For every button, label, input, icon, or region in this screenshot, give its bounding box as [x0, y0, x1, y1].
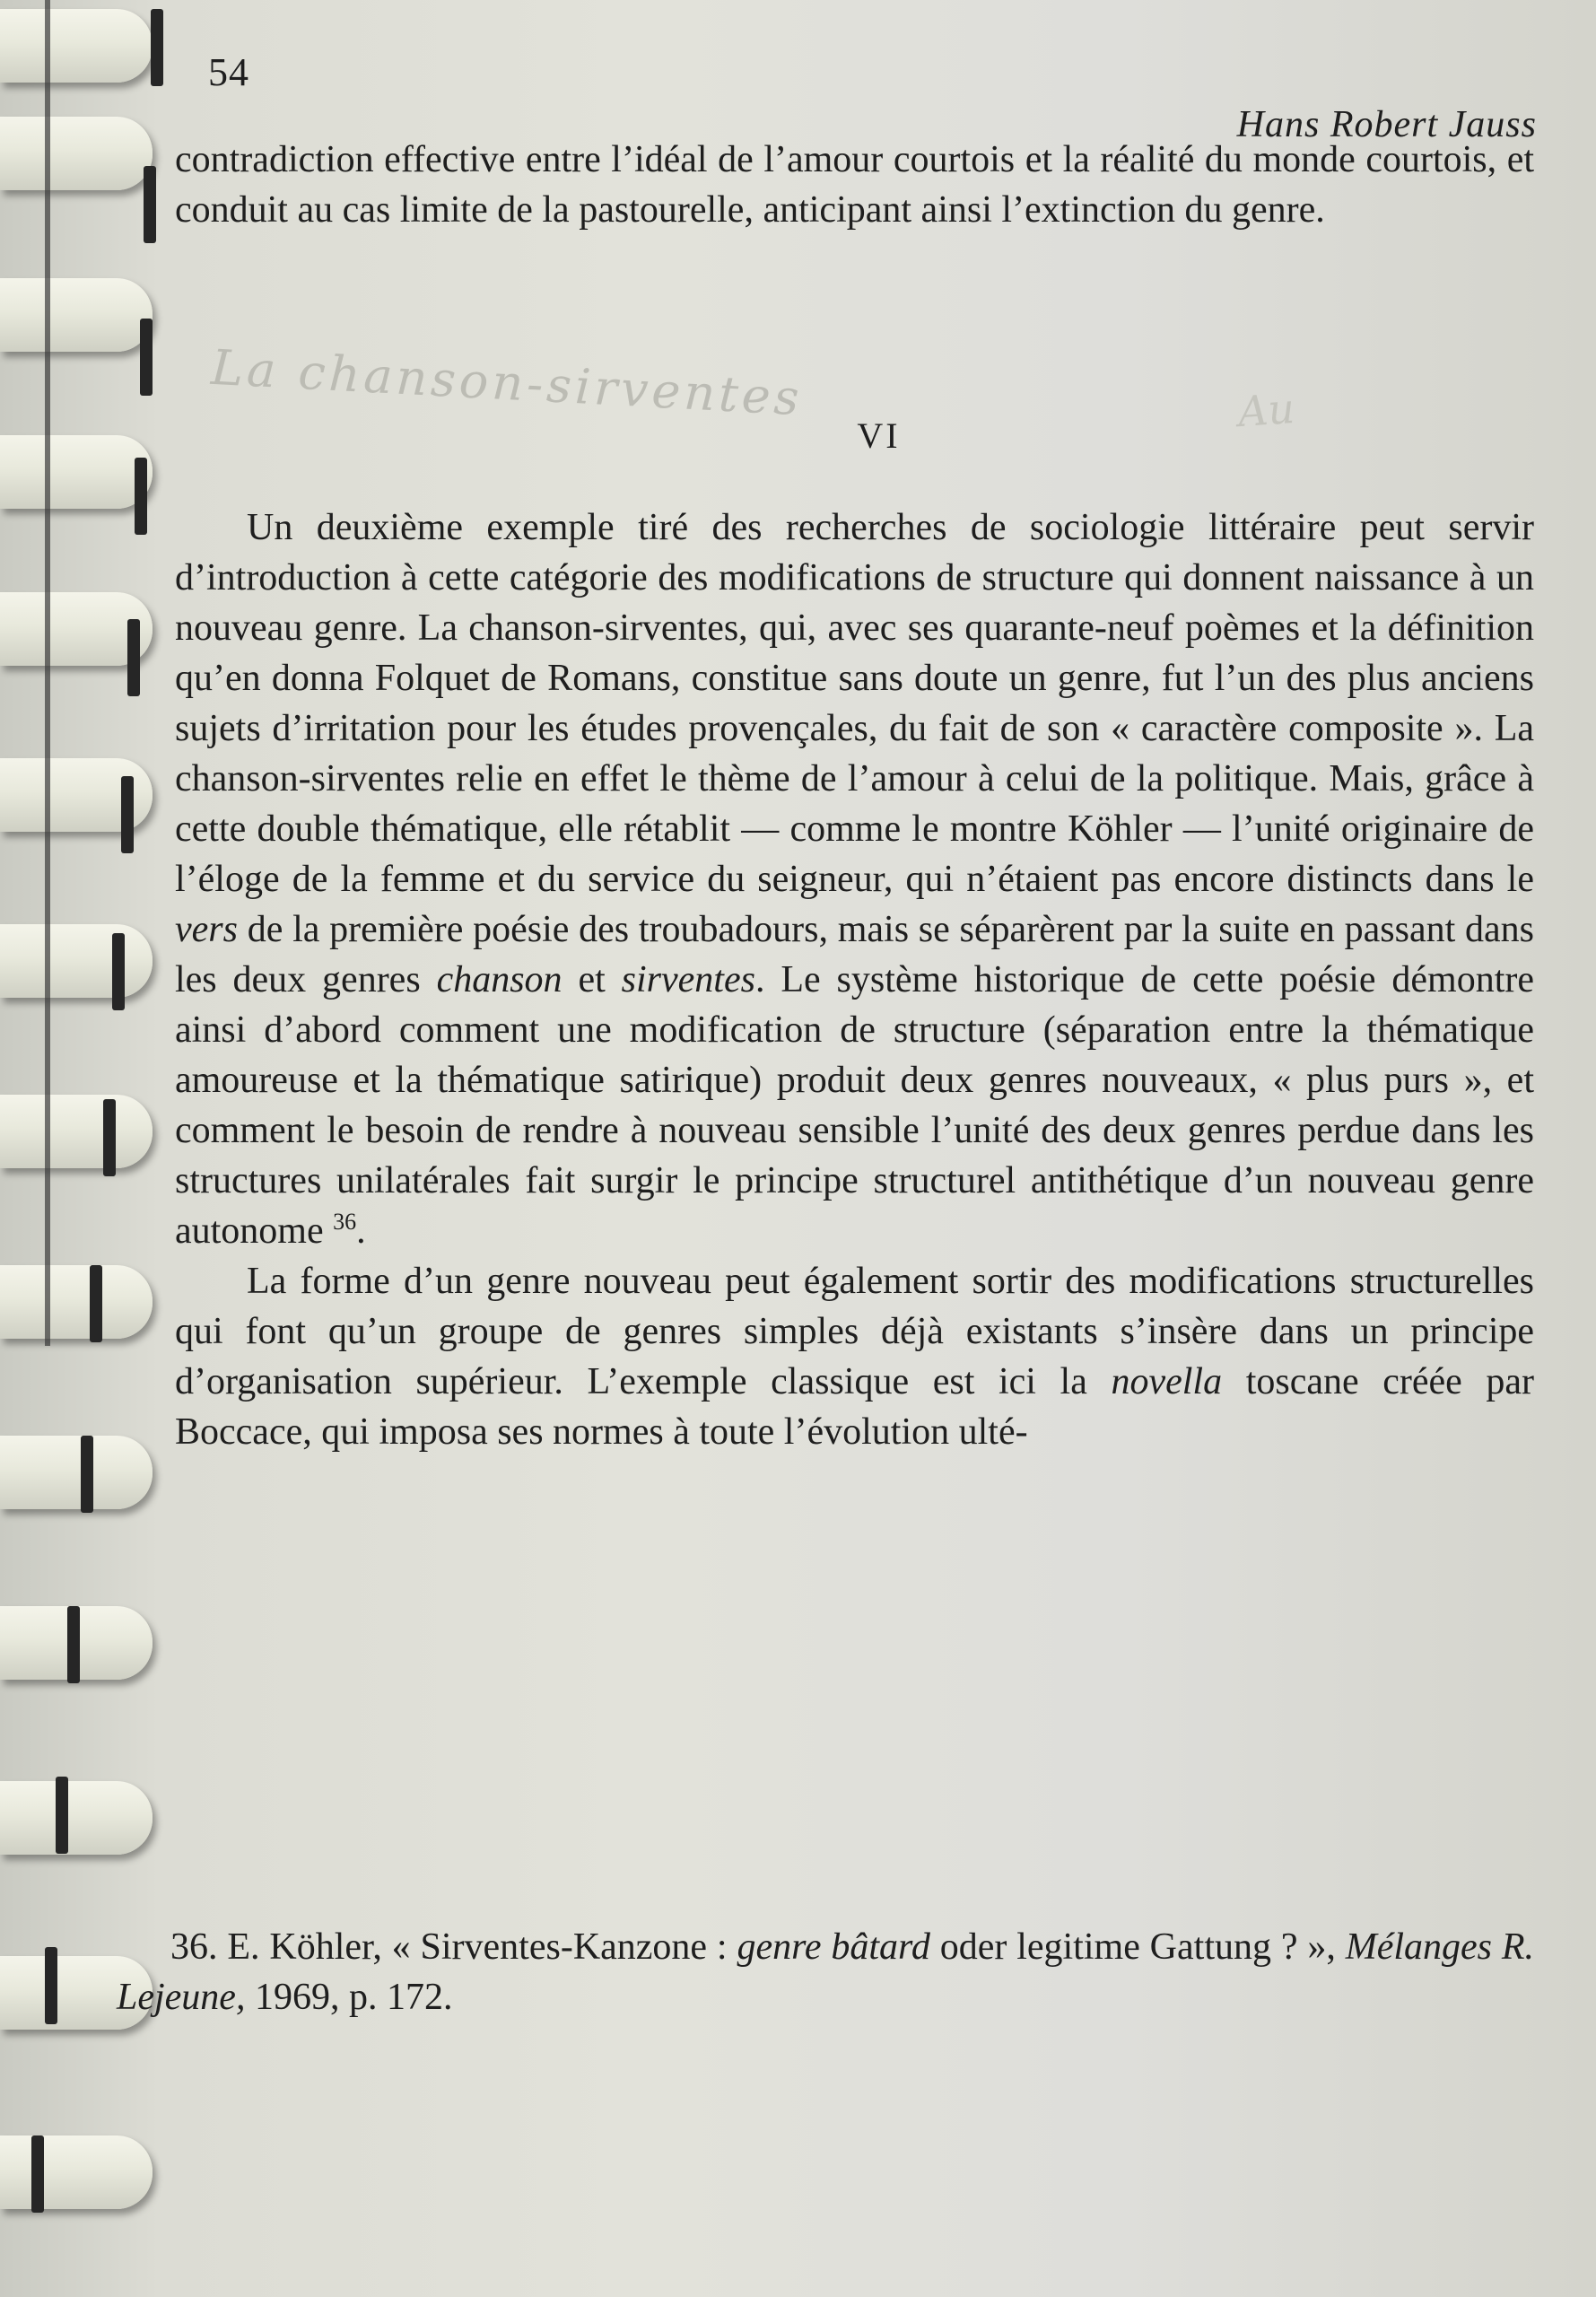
paragraph-1 — [175, 502, 1534, 1256]
footnote-em-2: Mélanges R. Lejeune, — [117, 1926, 1535, 2018]
binding-ring — [0, 1436, 153, 1509]
ring-hole — [90, 1265, 102, 1342]
p2-text-1: La forme d’un genre nouveau peut également sortir des modifications structurelles qui font qu’un groupe de genres simples déjà existants s’insère dans un principe d’organisation supérieur. L’exemple classique est ici la — [175, 1261, 1534, 1402]
binding-ring — [0, 1265, 153, 1339]
ring-hole — [121, 776, 134, 853]
pencil-annotation-left: La chanson-sirventes — [209, 338, 805, 427]
paragraph-2 — [175, 1256, 1534, 1457]
carryover-paragraph — [175, 135, 1534, 235]
binding-ring — [0, 117, 153, 190]
footnote-number: 36. — [170, 1926, 218, 1968]
carryover-text: contradiction effective entre l’idéal de l’amour courtois et la réalité du monde courtois, et conduit au cas limite de la pastourelle, anticipant ainsi l’extinction du genre. — [175, 139, 1534, 231]
running-head-author: Hans Robert Jauss — [1236, 104, 1537, 145]
ring-hole — [144, 166, 156, 243]
footnote-text-2: oder legitime Gattung ? », — [939, 1926, 1336, 1968]
section-heading: VI — [857, 415, 901, 456]
p1-text-3: et — [578, 959, 606, 1000]
ring-hole — [127, 619, 140, 696]
ring-hole — [81, 1436, 93, 1513]
p1-text-1: Un deuxième exemple tiré des recherches de sociologie littéraire peut servir d’introduction à cette catégorie des modifications de structure qui donnent naissance à un nouveau genre. La chanson-sirventes, qui, avec ses quarante-neuf poèmes et la définition qu’en donna Folquet de Romans, constitue sans doute un genre, fut l’un des plus anciens sujets d’irritation pour les études provençales, du fait de son « caractère composite ». La chanson-sirventes relie en effet le thème de l’amour à celui de la politique. Mais, grâce à cette double thématique, elle rétablit — comme le montre Köhler — l’unité originaire de l’éloge de la femme et du service du seigneur, qui n’étaient pas encore distincts dans le — [175, 507, 1534, 900]
footnote-text-1: E. Köhler, « Sirventes-Kanzone : — [227, 1926, 728, 1968]
ring-hole — [151, 9, 163, 86]
ring-hole — [112, 933, 125, 1010]
footnote-reference[interactable]: 36 — [333, 1209, 357, 1235]
binding-ring — [0, 1781, 153, 1855]
ring-hole — [56, 1777, 68, 1854]
ring-hole — [135, 458, 147, 535]
footnote-em-1: genre bâtard — [737, 1926, 930, 1968]
binding-ring — [0, 1095, 153, 1168]
p1-em-vers: vers — [175, 909, 238, 950]
p2-text-2: toscane créée par Boccace, qui imposa ses normes à toute l’évolution ulté- — [175, 1361, 1535, 1453]
ring-hole — [103, 1099, 116, 1176]
p1-end: . — [356, 1210, 366, 1252]
page-edge-line — [45, 0, 50, 1346]
ring-hole — [67, 1606, 80, 1683]
binding-ring — [0, 9, 153, 83]
binding-ring — [0, 924, 153, 998]
p1-text-2: de la première poésie des troubadours, mais se séparèrent par la suite en passant dans les deux genres — [175, 909, 1534, 1000]
binding-ring — [0, 278, 153, 352]
page-number: 54 — [208, 50, 249, 94]
footnote-36 — [117, 1922, 1534, 2022]
footnote-text-3: 1969, p. 172. — [254, 1977, 453, 2018]
p1-em-chanson: chanson — [436, 959, 563, 1000]
p1-text-4: . Le système historique de cette poésie démontre ainsi d’abord comment une modification de structure (séparation entre la thématique amoureuse et la thématique satirique) produit deux genres nouveaux, « plus purs », et comment le besoin de rendre à nouveau sensible l’unité des deux genres perdue dans les structures unilatérales fait surgir le principe structurel antithétique d’un nouveau genre autonome — [175, 959, 1535, 1252]
ring-hole — [45, 1947, 57, 2024]
ring-hole — [31, 2135, 44, 2213]
p2-em-novella: novella — [1111, 1361, 1223, 1402]
binding-ring — [0, 2135, 153, 2209]
p1-em-sirventes: sirventes — [621, 959, 755, 1000]
body-text — [175, 502, 1534, 1457]
pencil-annotation-right: Au — [1236, 383, 1296, 437]
ring-hole — [140, 319, 153, 396]
footnote — [117, 1884, 1534, 2060]
